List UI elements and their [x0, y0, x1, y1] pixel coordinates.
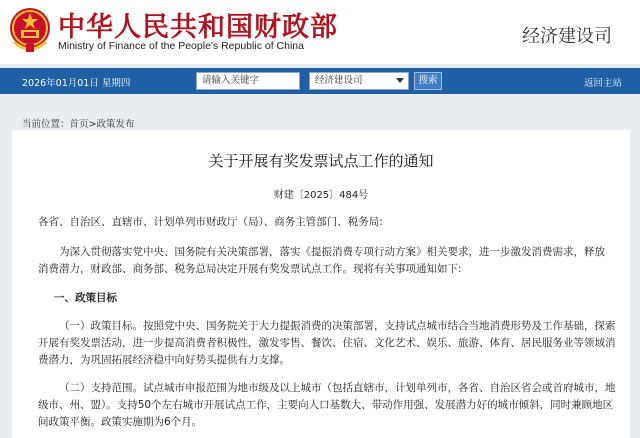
section-heading: 一、政策目标: [54, 292, 117, 304]
section-name: 经济建设司: [522, 26, 612, 47]
article-paragraph-1: （一）政策目标。按照党中央、国务院关于大力提振消费的决策部署，支持试点城市结合当地消费形势及工作基础，探索开展有奖发票活动，进一步提高消费者积极性，激发零售、餐饮、住宿、文化艺术、娱乐、旅游、体育、居民服务业等领域消费潜力，为巩固拓展经济稳中向好势头提供有力支撑。: [38, 320, 616, 366]
breadcrumb[interactable]: 当前位置：首页>政策发布: [22, 119, 135, 130]
article-container: [12, 130, 630, 438]
article-intro: 为深入贯彻落实党中央、国务院有关决策部署，落实《提振消费专项行动方案》相关要求，进一步激发消费需求，释放消费潜力，财政部、商务部、税务总局决定开展有奖发票试点工作。现将有关事项通知如下:: [38, 246, 605, 275]
site-header: [0, 0, 640, 64]
home-link[interactable]: 返回主站: [583, 78, 622, 89]
document-number: 财建〔2025〕484号: [273, 190, 369, 201]
search-input[interactable]: 请输入关键字: [196, 72, 300, 90]
breadcrumb-bar: [0, 108, 640, 130]
department-select[interactable]: [309, 72, 409, 90]
department-select-value: 经济建设司: [315, 75, 363, 86]
navigation-bar: [0, 68, 640, 94]
org-name-en: Ministry of Finance of the People's Republic of China: [58, 40, 304, 52]
national-emblem-icon: [8, 6, 52, 56]
current-date: 2026年01月01日 星期四: [22, 78, 131, 89]
article-addressee: 各省、自治区、直辖市、计划单列市财政厅（局）、商务主管部门、税务局:: [38, 216, 383, 228]
search-button[interactable]: 搜索: [414, 72, 442, 90]
chevron-down-icon: [396, 78, 404, 83]
article-paragraph-2: （二）支持范围。试点城市申报范围为地市级及以上城市（包括直辖市，计划单列市，各省、自治区省会或首府城市，地级市、州、盟）。支持50个左右城市开展试点工作，主要向人口基数大、带动作用强、发展潜力好的城市倾斜，同时兼顾地区间政策平衡。政策实施期为6个月。: [38, 382, 616, 428]
article-title: 关于开展有奖发票试点工作的通知: [208, 152, 434, 170]
org-name-cn: 中华人民共和国财政部: [58, 12, 338, 43]
